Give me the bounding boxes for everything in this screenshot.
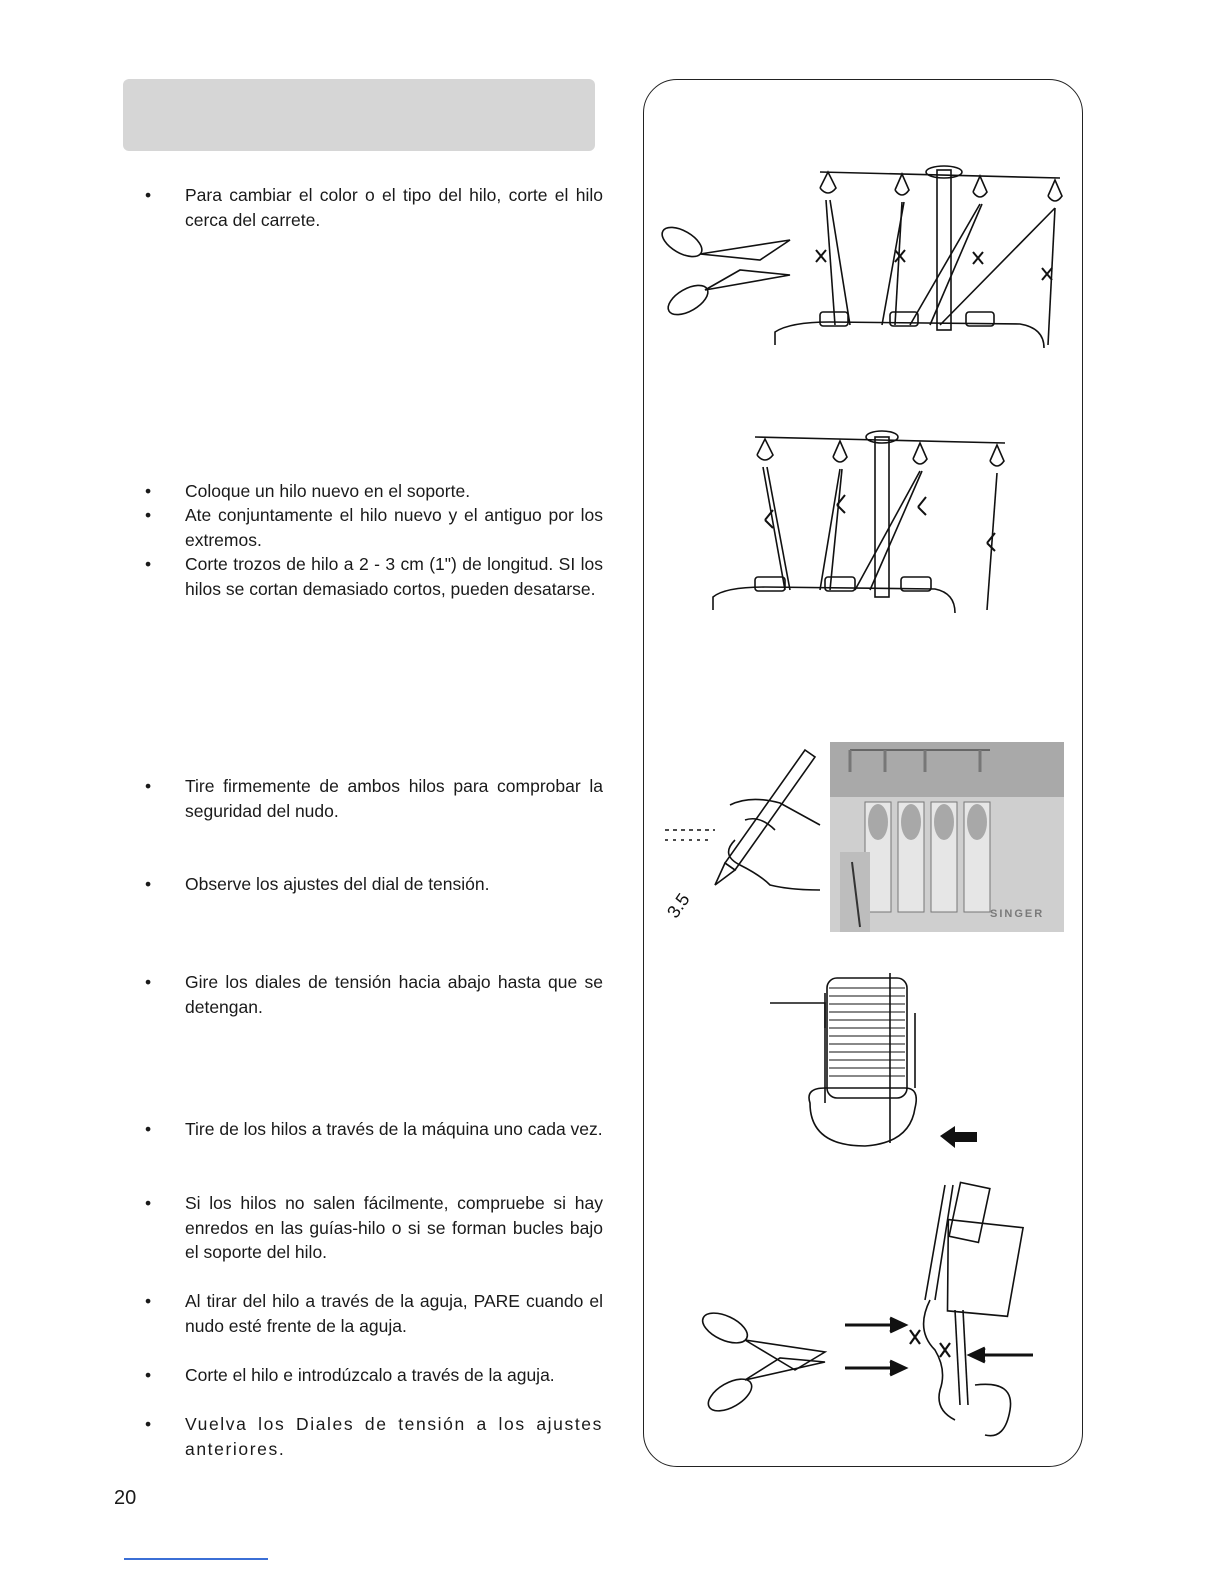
instruction-text: Al tirar del hilo a través de la aguja, PARE cuando el nudo esté frente de la aguja.	[185, 1291, 603, 1336]
bullet-dot: •	[145, 481, 152, 501]
tension-dial-down-illustration	[765, 968, 985, 1158]
scissors-icon	[657, 221, 790, 320]
instruction-text: Coloque un hilo nuevo en el soporte.	[185, 481, 471, 501]
thread-stand-cut-illustration	[650, 160, 1070, 355]
dial-setting-label: 3.5	[662, 889, 694, 922]
bullet-dot: •	[145, 505, 152, 525]
pencil-icon	[715, 750, 815, 885]
footer-rule	[124, 1558, 268, 1560]
bullet-dot: •	[145, 185, 152, 205]
needle-threading-illustration	[685, 1180, 1045, 1450]
bullet-dot: •	[145, 972, 152, 992]
bullet-dot: •	[145, 1291, 152, 1311]
instruction-text: Corte el hilo e introdúzcalo a través de la aguja.	[185, 1365, 555, 1385]
instruction-text: Para cambiar el color o el tipo del hilo, corte el hilo cerca del carrete.	[185, 185, 603, 230]
bullet-dot: •	[145, 1119, 152, 1139]
arrow-left-icon	[940, 1126, 977, 1148]
instruction-text: Tire de los hilos a través de la máquina uno cada vez.	[185, 1119, 603, 1139]
instruction-text: Corte trozos de hilo a 2 - 3 cm (1") de longitud. SI los hilos se cortan demasiado cortos, pueden desatarse.	[185, 554, 603, 599]
instruction-text: Observe los ajustes del dial de tensión.	[185, 874, 490, 894]
bullet-dot: •	[145, 1414, 153, 1434]
instruction-text: Tire firmemente de ambos hilos para comprobar la seguridad del nudo.	[185, 776, 603, 821]
tension-dials-photo	[830, 742, 1064, 932]
section-header-box	[123, 79, 595, 151]
arrow-right-icon	[845, 1318, 905, 1375]
bullet-dot: •	[145, 1365, 152, 1385]
scissors-icon	[698, 1307, 825, 1417]
machine-brand-label: SINGER	[990, 908, 1045, 920]
bullet-dot: •	[145, 776, 152, 796]
bullet-dot: •	[145, 874, 152, 894]
bullet-dot: •	[145, 1193, 152, 1213]
instruction-text: Gire los diales de tensión hacia abajo hasta que se detengan.	[185, 972, 603, 1017]
instruction-text: Vuelva los Diales de tensión a los ajustes anteriores.	[185, 1414, 603, 1459]
cut-mark-icon	[816, 250, 1052, 280]
thread-stand-knot-illustration	[705, 425, 1015, 615]
arrow-left-icon	[970, 1348, 1033, 1362]
bullet-dot: •	[145, 554, 152, 574]
note-setting-illustration	[660, 745, 830, 925]
page-number: 20	[114, 1487, 137, 1509]
instruction-text: Ate conjuntamente el hilo nuevo y el antiguo por los extremos.	[185, 505, 603, 550]
instruction-text: Si los hilos no salen fácilmente, compruebe si hay enredos en las guías-hilo o si se forman bucles bajo el soporte del hilo.	[185, 1193, 603, 1262]
